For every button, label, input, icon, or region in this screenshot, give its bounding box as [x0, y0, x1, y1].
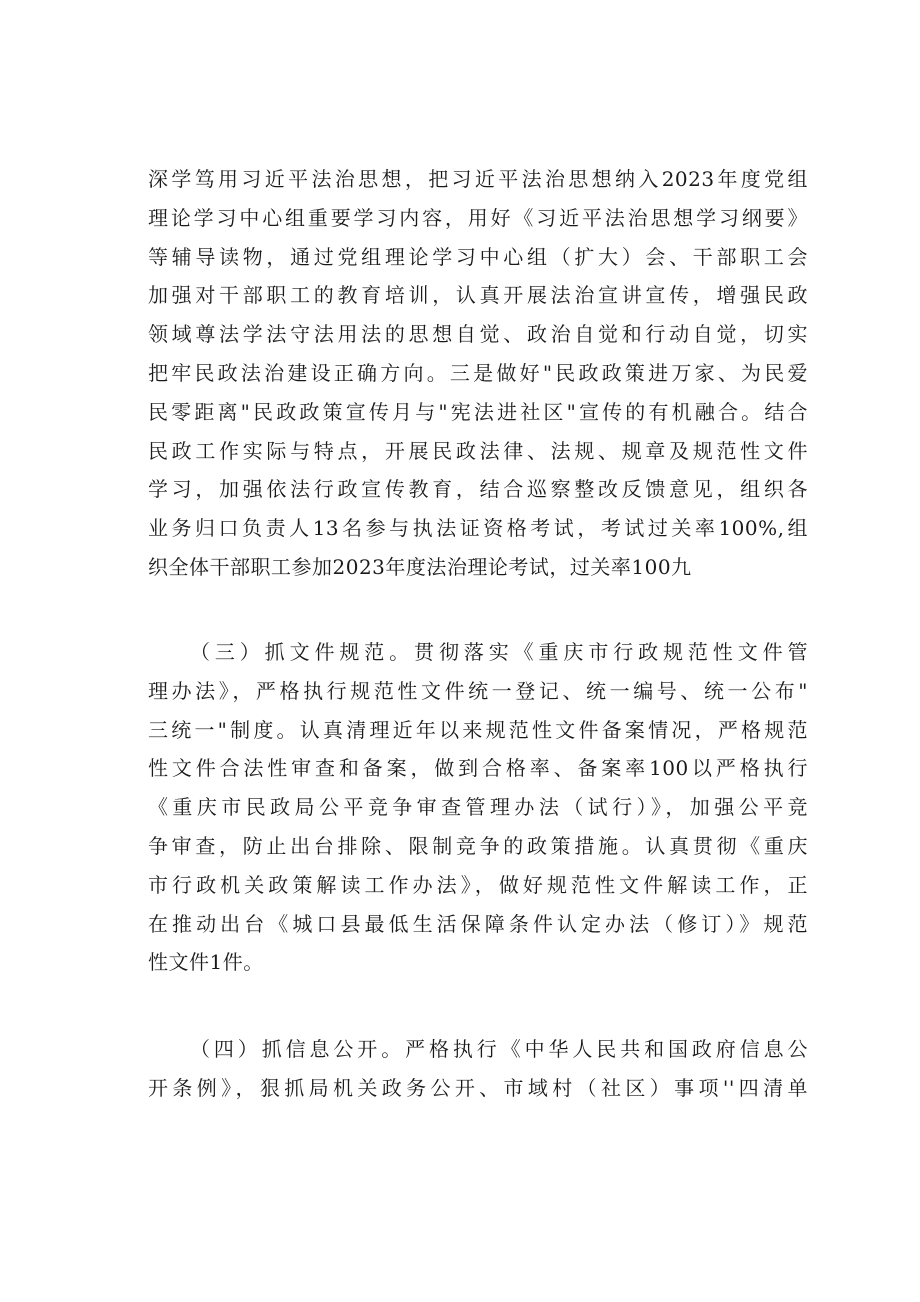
text-line: 理论学习中心组重要学习内容，用好《习近平法治思想学习纲要》 [148, 205, 808, 230]
text-line: 开条例》，狠抓局机关政务公开、市域村（社区）事项''四清单 [148, 1075, 808, 1100]
paragraph-information-disclosure [148, 1030, 808, 1108]
text-line: 性文件1件。 [148, 950, 264, 975]
text-line: 等辅导读物，通过党组理论学习中心组（扩大）会、干部职工会 [148, 244, 808, 269]
paragraph-legal-study [148, 160, 808, 587]
text-line: 三统一"制度。认真清理近年以来规范性文件备案情况，严格规范 [148, 717, 808, 742]
text-line: 业务归口负责人13名参与执法证资格考试，考试过关率100%,组 [148, 516, 808, 541]
text-line: 市行政机关政策解读工作办法》，做好规范性文件解读工作，正 [148, 872, 808, 897]
paragraph-document-standards [148, 633, 808, 982]
text-line: 《重庆市民政局公平竞争审查管理办法（试行）》，加强公平竞 [148, 795, 808, 820]
text-line: 把牢民政法治建设正确方向。三是做好"民政政策进万家、为民爱 [148, 360, 808, 385]
text-line: 在推动出台《城口县最低生活保障条件认定办法（修订）》规范 [148, 911, 808, 936]
text-line: 学习，加强依法行政宣传教育，结合巡察整改反馈意见，组织各 [148, 477, 808, 502]
text-line: 深学笃用习近平法治思想，把习近平法治思想纳入2023年度党组 [148, 167, 808, 191]
text-line: 加强对干部职工的教育培训，认真开展法治宣讲宣传，增强民政 [148, 283, 808, 308]
text-line: 民政工作实际与特点，开展民政法律、法规、规章及规范性文件 [148, 438, 808, 463]
text-line: （三）抓文件规范。贯彻落实《重庆市行政规范性文件管 [190, 640, 808, 664]
text-line: 织全体干部职工参加2023年度法治理论考试，过关率100九 [148, 554, 692, 579]
text-line: 性文件合法性审查和备案，做到合格率、备案率100以严格执行 [148, 756, 808, 781]
text-line: （四）抓信息公开。严格执行《中华人民共和国政府信息公 [190, 1037, 808, 1061]
text-line: 争审查，防止出台排除、限制竞争的政策措施。认真贯彻《重庆 [148, 833, 808, 858]
text-line: 民零距离"民政政策宣传月与"宪法进社区"宣传的有机融合。结合 [148, 399, 808, 424]
text-line: 领域尊法学法守法用法的思想自觉、政治自觉和行动自觉，切实 [148, 322, 808, 347]
text-line: 理办法》，严格执行规范性文件统一登记、统一编号、统一公布" [148, 678, 808, 703]
